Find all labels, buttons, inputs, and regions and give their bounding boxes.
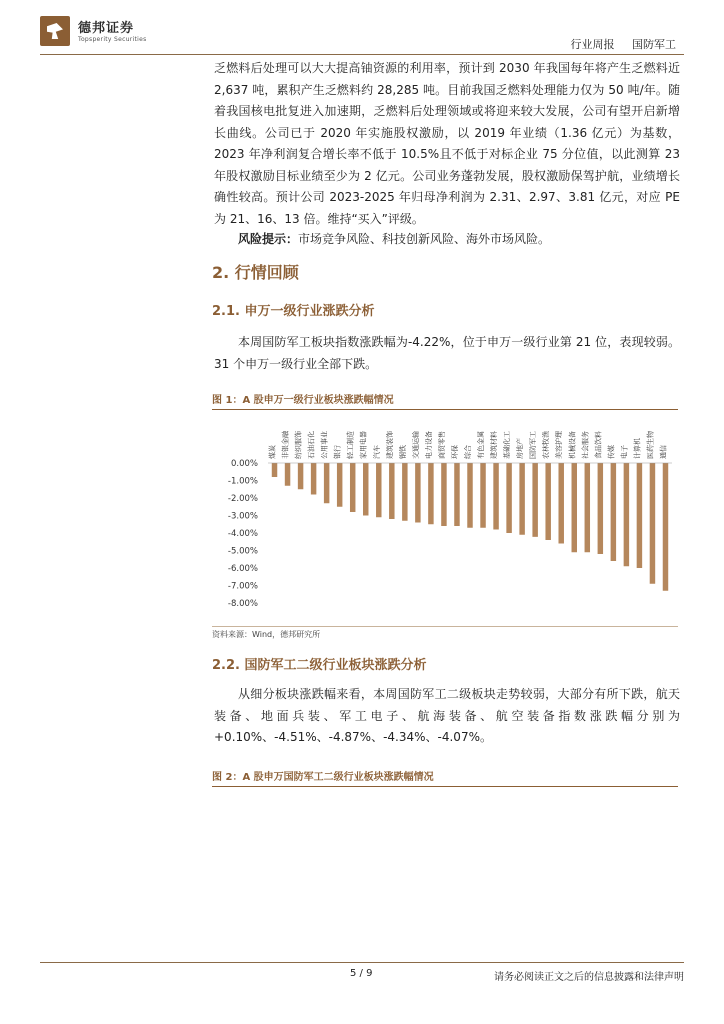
- category-label: 轻工制造: [346, 431, 355, 459]
- bar: [389, 463, 394, 519]
- bar: [637, 463, 642, 568]
- paragraph-defense-level2: 从细分板块涨跌幅来看，本周国防军工二级板块走势较弱，大部分有所下跌，航天装备、地面兵装、军工电子、航海装备、航空装备指数涨跌幅分别为+0.10%、-4.51%、-4.87%、-4.34%、-4.07%。: [214, 687, 680, 744]
- category-label: 计算机: [633, 438, 642, 459]
- y-tick-label: -8.00%: [227, 599, 258, 609]
- category-label: 基础化工: [503, 431, 512, 459]
- page-header: [40, 12, 684, 55]
- bar: [572, 463, 577, 552]
- bar: [415, 463, 420, 523]
- bar: [376, 463, 381, 517]
- logo-subtext: Topsperity Securities: [78, 36, 147, 43]
- category-label: 交通运输: [411, 431, 420, 459]
- logo-mark-icon: [40, 16, 70, 46]
- header-labels: [571, 36, 677, 52]
- category-label: 煤炭: [268, 445, 277, 459]
- bar: [428, 463, 433, 524]
- risk-label: 风险提示：: [238, 232, 299, 246]
- category-label: 农林牧渔: [542, 431, 551, 459]
- category-label: 综合: [464, 445, 472, 459]
- category-label: 传媒: [607, 445, 616, 459]
- bar: [350, 463, 355, 512]
- category-label: 房地产: [516, 438, 525, 459]
- bar: [663, 463, 668, 591]
- y-tick-label: -2.00%: [227, 494, 258, 504]
- bar: [506, 463, 511, 533]
- logo-text: 德邦证券: [78, 21, 135, 36]
- category-label: 非银金融: [281, 431, 290, 459]
- bar: [558, 463, 563, 544]
- subsection-title-sw-level1: 2.1. 申万一级行业涨跌分析: [212, 304, 375, 319]
- bar: [493, 463, 498, 530]
- category-label: 社会服务: [581, 431, 590, 459]
- category-label: 食品饮料: [594, 431, 603, 459]
- y-tick-label: -3.00%: [227, 511, 258, 522]
- category-label: 环保: [450, 445, 459, 459]
- category-label: 家用电器: [359, 431, 368, 459]
- category-label: 电子: [620, 445, 629, 459]
- bar: [337, 463, 342, 507]
- category-label: 汽车: [372, 445, 381, 459]
- category-label: 纺织服饰: [294, 431, 303, 459]
- risk-text: 市场竞争风险、科技创新风险、海外市场风险。: [298, 232, 551, 246]
- category-label: 建筑装饰: [385, 431, 394, 459]
- category-label: 钢铁: [398, 445, 407, 459]
- category-label: 有色金属: [477, 431, 486, 459]
- industry-name: 国防军工: [632, 38, 676, 51]
- bar: [402, 463, 407, 521]
- bar: [585, 463, 590, 552]
- bar: [519, 463, 524, 535]
- category-label: 国防军工: [529, 431, 538, 459]
- figure-1-source: 资料来源：Wind，德邦研究所: [212, 626, 678, 640]
- section-title-market-review: 2. 行情回顾: [212, 263, 299, 282]
- figure-2-title: 图 2：A 股申万国防军工二级行业板块涨跌幅情况: [212, 768, 678, 787]
- bar: [441, 463, 446, 526]
- category-label: 商贸零售: [437, 431, 446, 459]
- footer-divider: [40, 962, 684, 963]
- category-label: 电力设备: [424, 431, 433, 459]
- y-tick-label: -6.00%: [227, 564, 258, 574]
- bar: [611, 463, 616, 561]
- bar: [624, 463, 629, 566]
- y-tick-label: -4.00%: [227, 529, 258, 539]
- category-label: 美容护理: [555, 431, 564, 459]
- industry-bar-chart: [212, 410, 682, 622]
- category-label: 公用事业: [320, 431, 329, 459]
- y-tick-label: -7.00%: [227, 581, 258, 592]
- report-type: 行业周报: [570, 38, 615, 51]
- bar: [363, 463, 368, 516]
- category-label: 机械设备: [568, 431, 577, 459]
- bar: [311, 463, 316, 495]
- footer-disclaimer: 请务必阅读正文之后的信息披露和法律声明: [494, 972, 684, 983]
- company-logo: [40, 14, 180, 50]
- paragraph-company-outlook: 乏燃料后处理可以大大提高铀资源的利用率，预计到 2030 年我国每年将产生乏燃料近 2,637 吨，累积产生乏燃料约 28,285 吨。目前我国乏燃料处理能力仅为 50 吨/年。随着我国核电批复进入加速期，乏燃料后处理领域或将迎来较大发展，公司有望开启新增长曲线。公司已于 2020 年实施股权激励，以 2019 年业绩（1.36 亿元）为基数，2023 年净利润复合增长率不低于 10.5%且不低于对标企业 75 分位值，以此测算 23 年股权激励目标业绩至少为 2 亿元。公司业务蓬勃发展，股权激励保驾护航，业绩增长确性较高。预计公司 2023-2025 年归母净利润为 2.31、2.97、3.81 亿元，对应 PE 为 21、16、13 倍。维持“买入”评级。: [214, 61, 680, 226]
- bar: [545, 463, 550, 540]
- category-label: 建筑材料: [490, 431, 499, 459]
- bar: [598, 463, 603, 554]
- bar: [298, 463, 303, 489]
- y-tick-label: 0.00%: [230, 459, 258, 469]
- category-label: 石油石化: [307, 431, 316, 459]
- paragraph-sw-level1: 本周国防军工板块指数涨跌幅为-4.22%，位于申万一级行业第 21 位，表现较弱。31 个申万一级行业全部下跌。: [214, 335, 680, 371]
- figure-1-title: 图 1：A 股申万一级行业板块涨跌幅情况: [212, 391, 678, 410]
- bar: [532, 463, 537, 537]
- bar: [454, 463, 459, 526]
- bar: [324, 463, 329, 503]
- bar: [480, 463, 485, 528]
- category-label: 医药生物: [646, 431, 655, 459]
- category-label: 通信: [659, 445, 668, 459]
- bar: [650, 463, 655, 584]
- risk-warning: [238, 230, 550, 247]
- category-label: 银行: [333, 445, 342, 459]
- bar: [285, 463, 290, 486]
- y-tick-label: -1.00%: [227, 476, 258, 487]
- bar: [272, 463, 277, 477]
- subsection-title-defense-level2: 2.2. 国防军工二级行业板块涨跌分析: [212, 658, 427, 673]
- y-tick-label: -5.00%: [227, 546, 258, 557]
- bar: [467, 463, 472, 528]
- page-number: 5 / 9: [350, 968, 373, 979]
